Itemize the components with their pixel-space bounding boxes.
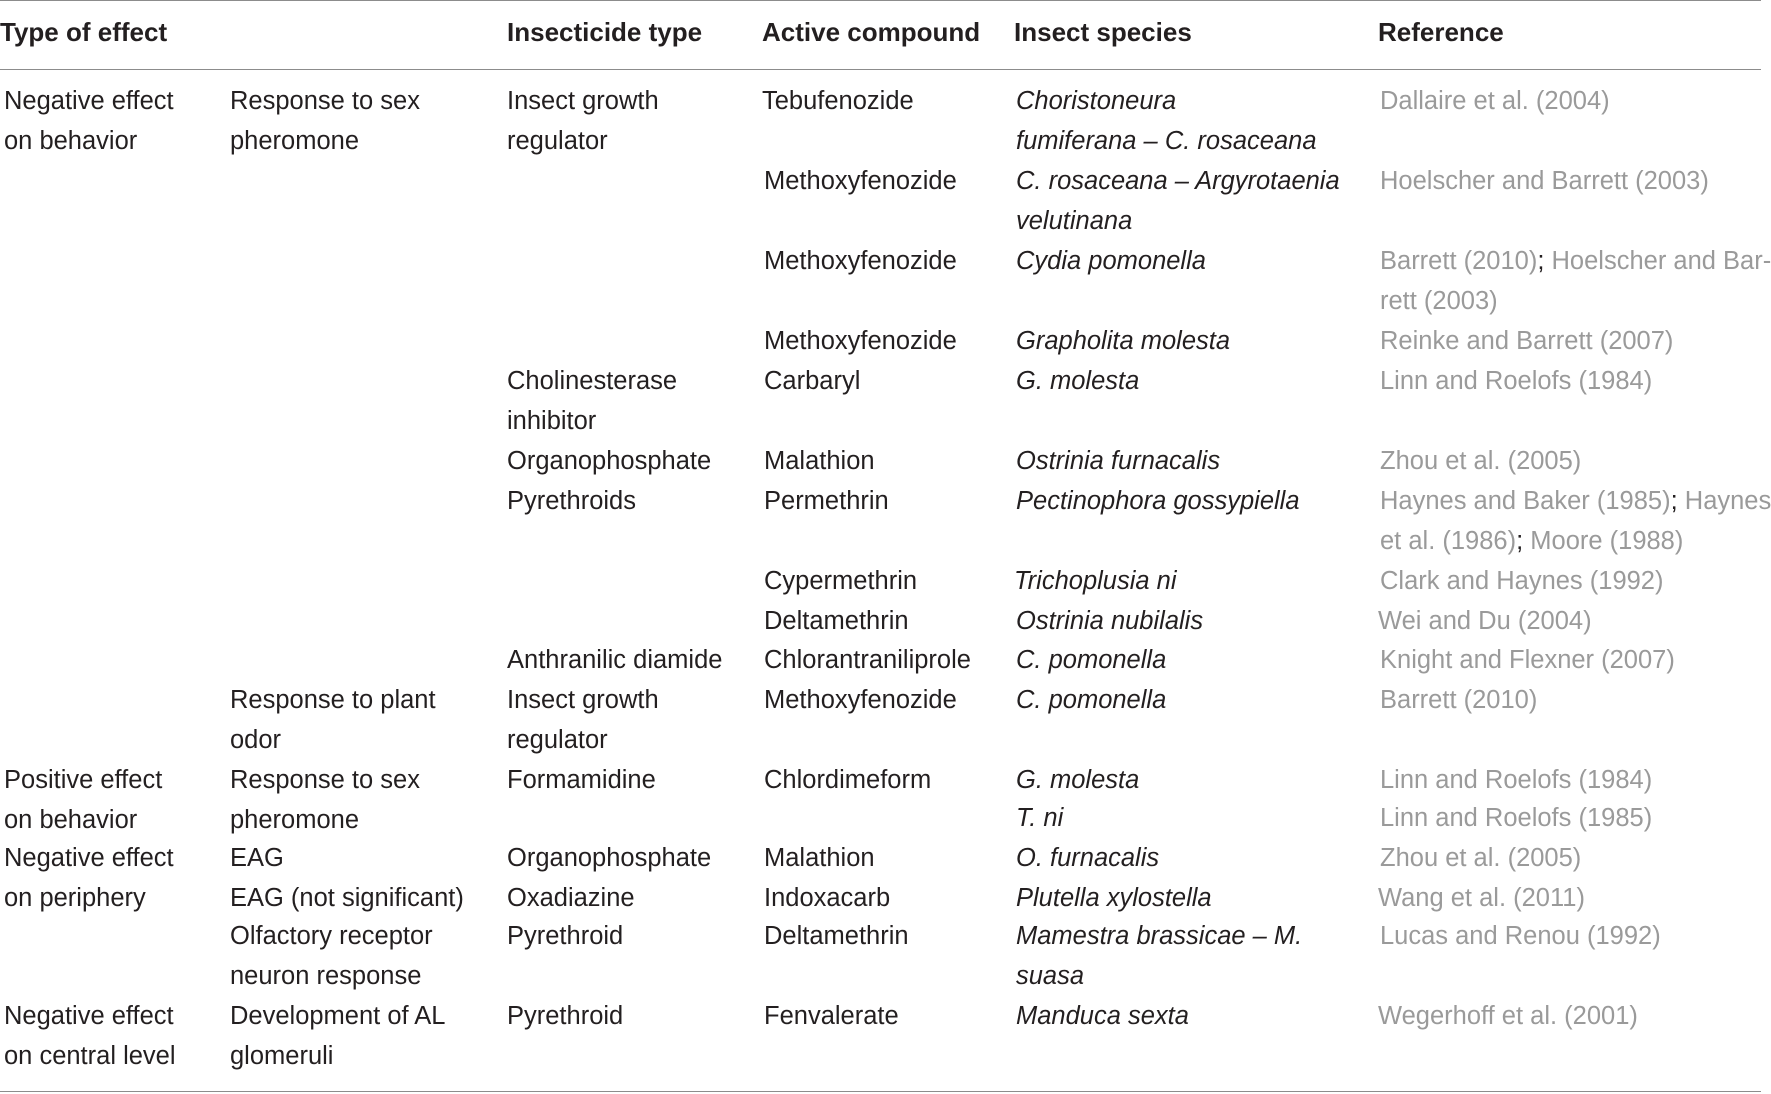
reference-row-14: Wang et al. (2011) [1378, 884, 1585, 912]
effect-negative-periphery-cont: on periphery [4, 884, 146, 912]
header-active-compound: Active compound [762, 17, 981, 47]
reference-row-3-cont: rett (2003) [1380, 287, 1498, 315]
subtype-eag: EAG [230, 844, 284, 872]
reference-separator: ; [1670, 487, 1678, 515]
reference-separator: ; [1516, 527, 1524, 555]
insecticide-pyrethroids: Pyrethroids [507, 487, 636, 515]
compound-row-11: Methoxyfenozide [764, 686, 957, 714]
species-row-3: Cydia pomonella [1016, 247, 1206, 275]
reference-row-1: Dallaire et al. (2004) [1380, 87, 1610, 115]
subtype-al-glomeruli: Development of AL [230, 1002, 446, 1030]
reference-row-13: Zhou et al. (2005) [1380, 844, 1582, 872]
insecticide-igr: Insect growth [507, 87, 659, 115]
species-row-10: C. pomonella [1016, 646, 1167, 674]
reference-row-7-part-3: et al. (1986) [1380, 527, 1517, 555]
subtype-olfactory-receptor-cont: neuron response [230, 962, 422, 990]
compound-row-16: Fenvalerate [764, 1002, 899, 1030]
species-row-2-cont: velutinana [1016, 207, 1133, 235]
insecticide-igr-2: Insect growth [507, 686, 659, 714]
subtype-sex-pheromone-cont: pheromone [230, 127, 360, 155]
compound-row-4: Methoxyfenozide [764, 327, 957, 355]
compound-row-6: Malathion [764, 447, 875, 475]
species-row-15-cont: suasa [1016, 962, 1085, 990]
species-row-12b: T. ni [1016, 804, 1064, 832]
reference-row-12b: Linn and Roelofs (1985) [1380, 804, 1653, 832]
compound-row-3: Methoxyfenozide [764, 247, 957, 275]
compound-row-1: Tebufenozide [762, 87, 914, 115]
species-row-16: Manduca sexta [1016, 1002, 1189, 1030]
species-row-11: C. pomonella [1016, 686, 1167, 714]
reference-separator: ; [1537, 247, 1545, 275]
species-row-1-cont: fumiferana – C. rosaceana [1016, 127, 1317, 155]
reference-row-7-part-2: Haynes [1684, 487, 1771, 515]
reference-row-9: Wei and Du (2004) [1378, 607, 1592, 635]
compound-row-12: Chlordimeform [764, 766, 932, 794]
species-row-4: Grapholita molesta [1016, 327, 1231, 355]
species-row-14: Plutella xylostella [1016, 884, 1212, 912]
table-bottom-rule [0, 1091, 1761, 1092]
effect-negative-central: Negative effect [4, 1002, 174, 1030]
insecticide-organophosphate: Organophosphate [507, 447, 712, 475]
reference-row-7-part-1: Haynes and Baker (1985) [1380, 487, 1671, 515]
reference-row-11: Barrett (2010) [1380, 686, 1538, 714]
insecticide-cholinesterase: Cholinesterase [507, 367, 678, 395]
species-row-13: O. furnacalis [1016, 844, 1160, 872]
reference-row-2: Hoelscher and Barrett (2003) [1380, 167, 1709, 195]
header-insect-species: Insect species [1014, 17, 1192, 47]
compound-row-14: Indoxacarb [764, 884, 891, 912]
species-row-5: G. molesta [1016, 367, 1140, 395]
insecticide-pyrethroid: Pyrethroid [507, 922, 624, 950]
subtype-sex-pheromone: Response to sex [230, 87, 420, 115]
species-row-7: Pectinophora gossypiella [1016, 487, 1300, 515]
reference-row-4: Reinke and Barrett (2007) [1380, 327, 1674, 355]
reference-row-3-part-1: Barrett (2010) [1380, 247, 1538, 275]
reference-row-10: Knight and Flexner (2007) [1380, 646, 1675, 674]
header-type-of-effect: Type of effect [0, 17, 168, 47]
species-row-8: Trichoplusia ni [1014, 567, 1177, 595]
compound-row-10: Chlorantraniliprole [764, 646, 971, 674]
species-row-12a: G. molesta [1016, 766, 1140, 794]
subtype-olfactory-receptor: Olfactory receptor [230, 922, 433, 950]
subtype-al-glomeruli-cont: glomeruli [230, 1042, 334, 1070]
reference-row-5: Linn and Roelofs (1984) [1380, 367, 1653, 395]
species-row-6: Ostrinia furnacalis [1016, 447, 1221, 475]
insecticide-igr-2-cont: regulator [507, 726, 608, 754]
subtype-eag-not-significant: EAG (not significant) [230, 884, 464, 912]
species-row-15: Mamestra brassicae – M. [1016, 922, 1303, 950]
compound-row-13: Malathion [764, 844, 875, 872]
reference-row-6: Zhou et al. (2005) [1380, 447, 1582, 475]
subtype-plant-odor: Response to plant [230, 686, 436, 714]
compound-row-9: Deltamethrin [764, 607, 909, 635]
insecticide-cholinesterase-cont: inhibitor [507, 407, 597, 435]
effect-positive-behavior: Positive effect [4, 766, 163, 794]
subtype-plant-odor-cont: odor [230, 726, 282, 754]
insecticide-organophosphate-2: Organophosphate [507, 844, 712, 872]
insecticide-oxadiazine: Oxadiazine [507, 884, 635, 912]
effect-positive-behavior-cont: on behavior [4, 806, 138, 834]
species-row-9: Ostrinia nubilalis [1016, 607, 1204, 635]
reference-row-3-part-2: Hoelscher and Bar- [1551, 247, 1771, 275]
table-header-rule [0, 69, 1761, 70]
insecticide-igr-cont: regulator [507, 127, 608, 155]
reference-row-12a: Linn and Roelofs (1984) [1380, 766, 1653, 794]
effect-negative-central-cont: on central level [4, 1042, 176, 1070]
insecticide-formamidine: Formamidine [507, 766, 656, 794]
species-row-2: C. rosaceana – Argyrotaenia [1016, 167, 1340, 195]
subtype-sex-pheromone-2: Response to sex [230, 766, 420, 794]
header-reference: Reference [1378, 17, 1504, 47]
reference-row-3 [1380, 241, 1771, 281]
compound-row-8: Cypermethrin [764, 567, 918, 595]
compound-row-2: Methoxyfenozide [764, 167, 957, 195]
effect-negative-periphery: Negative effect [4, 844, 174, 872]
reference-row-7-cont [1380, 521, 1683, 561]
reference-row-7 [1380, 481, 1771, 521]
reference-row-16: Wegerhoff et al. (2001) [1378, 1002, 1638, 1030]
effect-negative-behavior-cont: on behavior [4, 127, 138, 155]
insecticide-anthranilic-diamide: Anthranilic diamide [507, 646, 723, 674]
reference-row-8: Clark and Haynes (1992) [1380, 567, 1664, 595]
effect-negative-behavior: Negative effect [4, 87, 174, 115]
insecticide-pyrethroid-2: Pyrethroid [507, 1002, 624, 1030]
compound-row-7: Permethrin [764, 487, 889, 515]
reference-row-15: Lucas and Renou (1992) [1380, 922, 1661, 950]
compound-row-5: Carbaryl [764, 367, 861, 395]
species-row-1: Choristoneura [1016, 87, 1177, 115]
table-top-rule [0, 0, 1761, 1]
header-insecticide-type: Insecticide type [507, 17, 703, 47]
reference-row-7-part-4: Moore (1988) [1530, 527, 1684, 555]
subtype-sex-pheromone-2-cont: pheromone [230, 806, 360, 834]
compound-row-15: Deltamethrin [764, 922, 909, 950]
